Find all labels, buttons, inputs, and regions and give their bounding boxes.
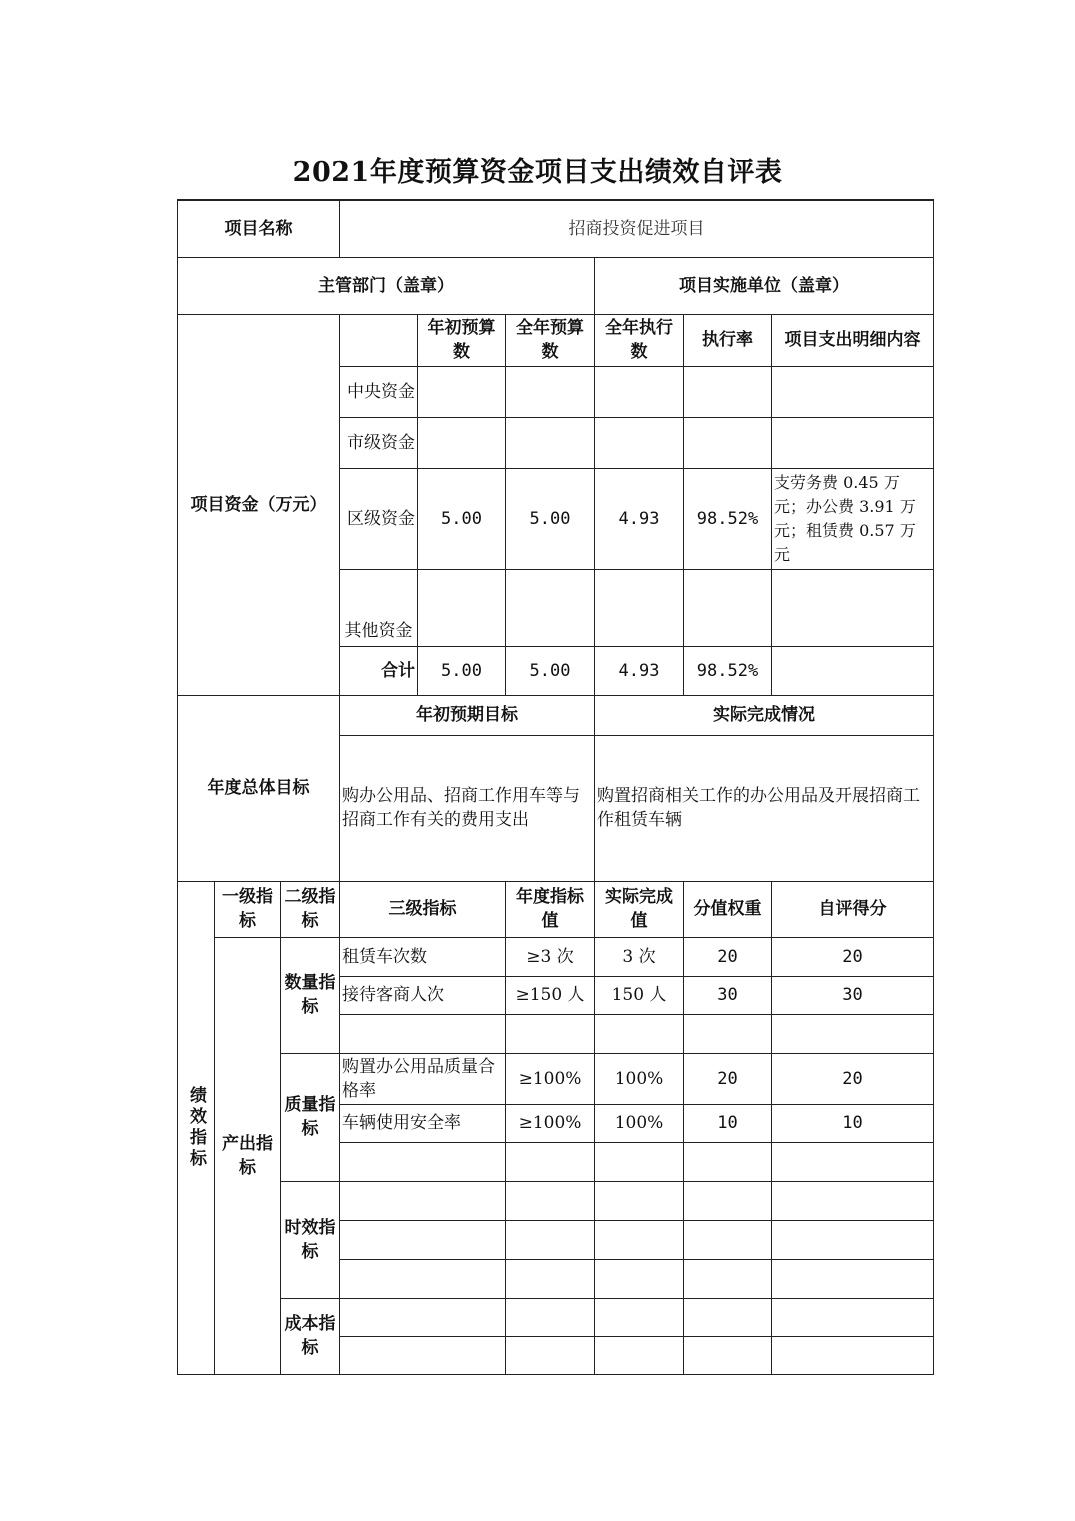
expected-goal-header: 年初预期目标 [340,695,595,735]
header-annual-budget: 全年预算数 [506,314,595,366]
fund-executed [595,366,684,417]
indicator-target [506,1336,595,1374]
fund-source-name: 中央资金 [340,366,418,417]
fund-initial [418,366,506,417]
indicator-weight [684,1220,772,1259]
indicator-score [772,1142,934,1181]
fund-source-name: 市级资金 [340,417,418,468]
fund-annual [506,569,595,646]
fund-initial: 5.00 [418,646,506,695]
fund-detail [772,366,934,417]
indicator-weight: 10 [684,1104,772,1142]
fund-initial [418,417,506,468]
indicator-score: 20 [772,937,934,976]
indicator-score [772,1014,934,1053]
fund-annual [506,417,595,468]
indicator-item: 购置办公用品质量合格率 [340,1053,506,1104]
header-weight: 分值权重 [684,881,772,937]
fund-rate: 98.52% [684,646,772,695]
indicator-target: ≥100% [506,1104,595,1142]
indicator-target: ≥150 人 [506,976,595,1014]
indicator-weight [684,1259,772,1298]
indicator-target [506,1259,595,1298]
indicator-weight: 20 [684,937,772,976]
level1-output: 产出指标 [215,937,281,1374]
fund-executed [595,569,684,646]
fund-initial: 5.00 [418,468,506,569]
fund-rate [684,417,772,468]
performance-indicators-text: 绩效指标 [186,1085,206,1170]
indicator-row [178,1298,934,1336]
indicator-target: ≥3 次 [506,937,595,976]
indicator-score [772,1181,934,1220]
header-execution-rate: 执行率 [684,314,772,366]
indicator-item [340,1014,506,1053]
fund-detail [772,646,934,695]
indicator-target [506,1298,595,1336]
indicator-row [178,937,934,976]
indicator-target [506,1181,595,1220]
indicator-actual [595,1298,684,1336]
project-name-value: 招商投资促进项目 [340,200,934,257]
indicator-actual [595,1220,684,1259]
indicator-score: 20 [772,1053,934,1104]
self-evaluation-table [177,199,934,1375]
funds-header-blank [340,314,418,366]
header-level3: 三级指标 [340,881,506,937]
fund-rate: 98.52% [684,468,772,569]
indicator-row [178,1181,934,1220]
header-level1: 一级指标 [215,881,281,937]
fund-executed: 4.93 [595,646,684,695]
indicator-weight: 20 [684,1053,772,1104]
indicator-score: 10 [772,1104,934,1142]
actual-completion-text: 购置招商相关工作的办公用品及开展招商工作租赁车辆 [595,735,934,881]
indicator-weight [684,1014,772,1053]
indicator-item [340,1298,506,1336]
indicator-item [340,1336,506,1374]
indicator-score: 30 [772,976,934,1014]
indicator-actual [595,1181,684,1220]
indicator-actual [595,1014,684,1053]
indicator-weight [684,1181,772,1220]
indicator-target [506,1014,595,1053]
group-quantity: 数量指标 [281,937,340,1053]
indicator-actual [595,1336,684,1374]
header-initial-budget: 年初预算数 [418,314,506,366]
indicator-score [772,1220,934,1259]
actual-completion-header: 实际完成情况 [595,695,934,735]
fund-annual [506,366,595,417]
indicator-target [506,1220,595,1259]
indicator-weight [684,1336,772,1374]
fund-rate [684,366,772,417]
page-title: 2021年度预算资金项目支出绩效自评表 [292,157,783,188]
header-actual-value: 实际完成值 [595,881,684,937]
group-quality: 质量指标 [281,1053,340,1181]
indicator-target: ≥100% [506,1053,595,1104]
implementer-label: 项目实施单位（盖章） [595,257,934,314]
fund-total-label: 合计 [340,646,418,695]
indicator-item: 接待客商人次 [340,976,506,1014]
indicator-item [340,1259,506,1298]
fund-annual: 5.00 [506,646,595,695]
expected-goal-text: 购办公用品、招商工作用车等与招商工作有关的费用支出 [340,735,595,881]
header-level2: 二级指标 [281,881,340,937]
indicator-item: 车辆使用安全率 [340,1104,506,1142]
fund-detail: 支劳务费 0.45 万元；办公费 3.91 万元；租赁费 0.57 万元 [772,468,934,569]
annual-goal-label: 年度总体目标 [178,695,340,881]
indicator-weight [684,1298,772,1336]
group-cost: 成本指标 [281,1298,340,1374]
indicator-row [178,1053,934,1104]
indicator-item [340,1220,506,1259]
indicator-actual: 100% [595,1104,684,1142]
indicator-actual: 150 人 [595,976,684,1014]
fund-source-name: 其他资金 [340,569,418,646]
header-annual-target: 年度指标值 [506,881,595,937]
indicator-score [772,1298,934,1336]
indicator-item [340,1181,506,1220]
indicator-item [340,1142,506,1181]
indicator-weight [684,1142,772,1181]
fund-annual: 5.00 [506,468,595,569]
header-self-score: 自评得分 [772,881,934,937]
funds-label: 项目资金（万元） [178,314,340,695]
indicator-score [772,1336,934,1374]
fund-executed [595,417,684,468]
indicator-item: 租赁车次数 [340,937,506,976]
header-annual-executed: 全年执行数 [595,314,684,366]
indicator-actual: 100% [595,1053,684,1104]
supervisor-dept-label: 主管部门（盖章） [178,257,595,314]
group-timeliness: 时效指标 [281,1181,340,1298]
indicator-weight: 30 [684,976,772,1014]
fund-initial [418,569,506,646]
indicator-score [772,1259,934,1298]
performance-indicators-label [178,881,215,1374]
fund-detail [772,417,934,468]
indicator-actual [595,1142,684,1181]
indicator-actual: 3 次 [595,937,684,976]
fund-detail [772,569,934,646]
fund-executed: 4.93 [595,468,684,569]
header-detail: 项目支出明细内容 [772,314,934,366]
fund-source-name: 区级资金 [340,468,418,569]
indicator-target [506,1142,595,1181]
fund-rate [684,569,772,646]
project-name-label: 项目名称 [178,200,340,257]
indicator-actual [595,1259,684,1298]
